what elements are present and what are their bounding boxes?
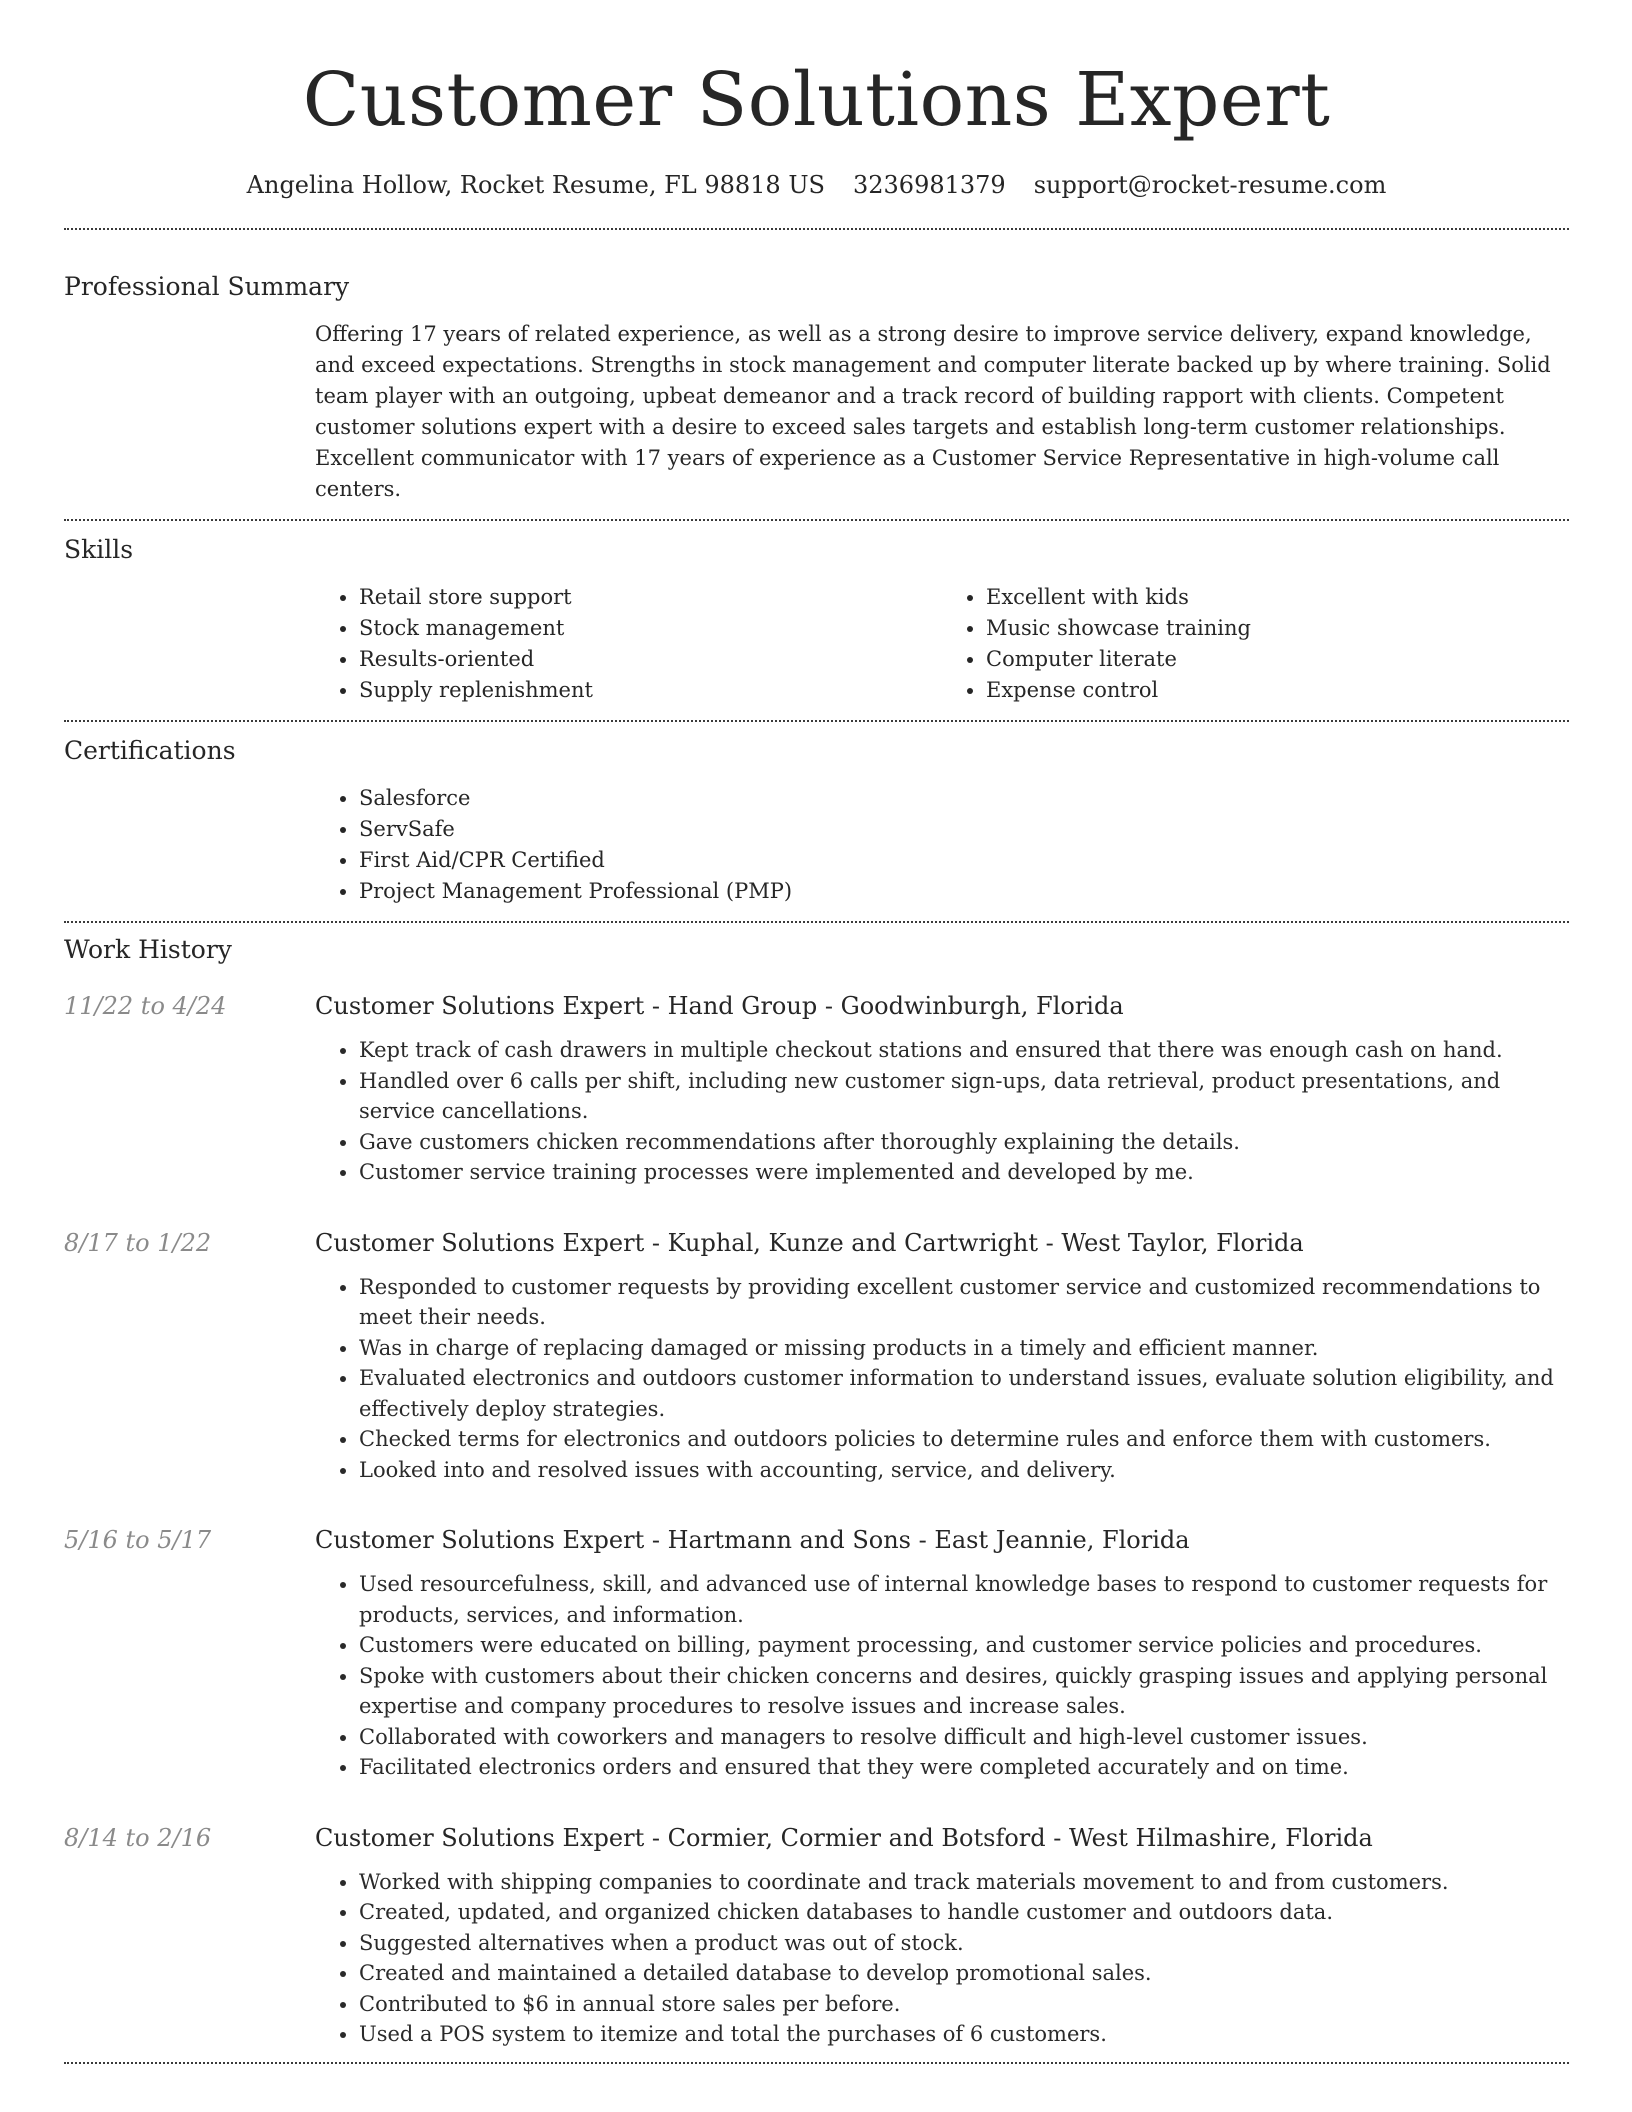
list-item: • Created and maintained a detailed database to develop promotional sales. xyxy=(359,1958,1569,1989)
resume-name-title: Customer Solutions Expert xyxy=(302,57,1331,143)
list-item: • ServSafe xyxy=(359,814,1569,845)
job-bullets xyxy=(315,1035,1569,1188)
job-title: Customer Solutions Expert - Hand Group - Goodwinburgh, Florida xyxy=(315,992,1124,1020)
job-entry xyxy=(64,989,1569,1188)
list-item: • Was in charge of replacing damaged or missing products in a timely and efficient manner. xyxy=(359,1333,1569,1364)
contact-email[interactable]: support@rocket-resume.com xyxy=(1033,171,1387,199)
job-entry xyxy=(64,1523,1569,1783)
contact-phone: 3236981379 xyxy=(853,171,1006,199)
list-item: • Worked with shipping companies to coordinate and track materials movement to and from customers. xyxy=(359,1867,1569,1898)
list-item: • Checked terms for electronics and outdoors policies to determine rules and enforce them with customers. xyxy=(359,1424,1569,1455)
list-item: • Stock management xyxy=(359,613,942,644)
summary-section xyxy=(64,270,1569,505)
section-title-work-history: Work History xyxy=(64,935,232,964)
skills-list-left xyxy=(315,582,942,706)
section-title-summary: Professional Summary xyxy=(64,272,350,301)
job-bullets xyxy=(315,1569,1569,1783)
skills-list-right xyxy=(942,582,1569,706)
list-item: • Retail store support xyxy=(359,582,942,613)
list-item: • Evaluated electronics and outdoors customer information to understand issues, evaluate solution eligibility, and effectively deploy strategies. xyxy=(359,1363,1569,1424)
divider xyxy=(64,2062,1569,2064)
list-item: • Computer literate xyxy=(986,644,1569,675)
list-item: • Supply replenishment xyxy=(359,675,942,706)
list-item: • Kept track of cash drawers in multiple checkout stations and ensured that there was enough cash on hand. xyxy=(359,1035,1569,1066)
job-entry xyxy=(64,1821,1569,2050)
divider xyxy=(64,519,1569,521)
job-dates: 5/16 to 5/17 xyxy=(64,1526,212,1554)
job-bullets xyxy=(315,1867,1569,2050)
list-item: • Customer service training processes were implemented and developed by me. xyxy=(359,1157,1569,1188)
job-dates: 8/17 to 1/22 xyxy=(64,1228,212,1257)
job-title: Customer Solutions Expert - Hartmann and Sons - East Jeannie, Florida xyxy=(315,1526,1190,1554)
list-item: • Expense control xyxy=(986,675,1569,706)
list-item: • Contributed to $6 in annual store sales per before. xyxy=(359,1989,1569,2020)
list-item: • Excellent with kids xyxy=(986,582,1569,613)
summary-text: Offering 17 years of related experience, as well as a strong desire to improve service delivery, expand knowledge, and exceed expectations. Strengths in stock management and computer literate backed up by where training. Solid team player with an outgoing, upbeat demeanor and a track record of building rapport with clients. Competent customer solutions expert with a desire to exceed sales targets and establish long-term customer relationships. Excellent communicator with 17 years of experience as a Customer Service Representative in high-volume call centers. xyxy=(315,322,1551,501)
list-item: • Customers were educated on billing, payment processing, and customer service policies and procedures. xyxy=(359,1630,1569,1661)
list-item: • Used a POS system to itemize and total the purchases of 6 customers. xyxy=(359,2019,1569,2050)
skills-section xyxy=(64,533,1569,706)
list-item: • First Aid/CPR Certified xyxy=(359,845,1569,876)
work-history-section xyxy=(64,933,1569,2050)
list-item: • Spoke with customers about their chicken concerns and desires, quickly grasping issues and applying personal expertise and company procedures to resolve issues and increase sales. xyxy=(359,1661,1569,1722)
job-dates: 8/14 to 2/16 xyxy=(64,1823,212,1852)
contact-line xyxy=(64,168,1569,202)
list-item: • Looked into and resolved issues with accounting, service, and delivery. xyxy=(359,1455,1569,1486)
list-item: • Collaborated with coworkers and managers to resolve difficult and high-level customer issues. xyxy=(359,1722,1569,1753)
job-dates: 11/22 to 4/24 xyxy=(64,992,227,1020)
list-item: • Results-oriented xyxy=(359,644,942,675)
list-item: • Project Management Professional (PMP) xyxy=(359,876,1569,907)
divider xyxy=(64,720,1569,722)
list-item: • Facilitated electronics orders and ensured that they were completed accurately and on time. xyxy=(359,1752,1569,1783)
job-title: Customer Solutions Expert - Cormier, Cormier and Botsford - West Hilmashire, Florida xyxy=(315,1823,1373,1852)
job-entry xyxy=(64,1226,1569,1486)
section-title-certifications: Certifications xyxy=(64,736,236,765)
job-bullets xyxy=(315,1272,1569,1486)
list-item: • Salesforce xyxy=(359,783,1569,814)
certifications-list xyxy=(315,783,1569,907)
job-title: Customer Solutions Expert - Kuphal, Kunze and Cartwright - West Taylor, Florida xyxy=(315,1228,1304,1257)
list-item: • Used resourcefulness, skill, and advanced use of internal knowledge bases to respond to customer requests for products, services, and information. xyxy=(359,1569,1569,1630)
divider xyxy=(64,228,1569,230)
contact-address: Angelina Hollow, Rocket Resume, FL 98818 US xyxy=(246,171,825,199)
resume-page xyxy=(64,0,1569,2064)
certifications-body xyxy=(315,783,1569,907)
divider xyxy=(64,921,1569,923)
skills-columns xyxy=(315,582,1569,706)
list-item: • Music showcase training xyxy=(986,613,1569,644)
section-title-skills: Skills xyxy=(64,535,134,564)
list-item: • Handled over 6 calls per shift, including new customer sign-ups, data retrieval, product presentations, and service cancellations. xyxy=(359,1066,1569,1127)
certifications-section xyxy=(64,734,1569,907)
list-item: • Responded to customer requests by providing excellent customer service and customized recommendations to meet their needs. xyxy=(359,1272,1569,1333)
list-item: • Suggested alternatives when a product was out of stock. xyxy=(359,1928,1569,1959)
list-item: • Created, updated, and organized chicken databases to handle customer and outdoors data. xyxy=(359,1897,1569,1928)
list-item: • Gave customers chicken recommendations after thoroughly explaining the details. xyxy=(359,1127,1569,1158)
